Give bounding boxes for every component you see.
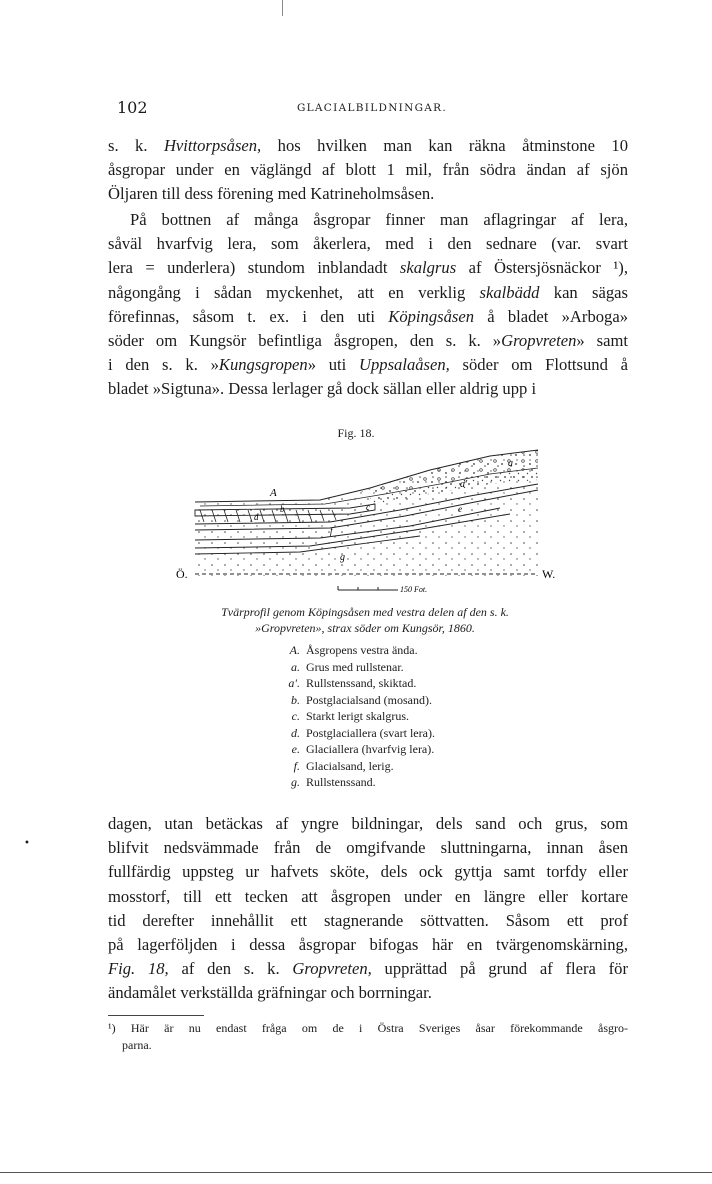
page-number: 102 xyxy=(117,98,148,117)
legend-item xyxy=(278,741,598,758)
legend-item xyxy=(278,675,598,692)
legend-text: Postglacialsand (mosand). xyxy=(306,692,432,707)
legend-key: a'. xyxy=(288,676,300,690)
legend-key: A. xyxy=(289,643,300,657)
emphasis: Gropvreten xyxy=(501,331,577,351)
cross-section-figure xyxy=(170,440,570,602)
label-A: A xyxy=(270,487,277,499)
figure-label: Fig. 18. xyxy=(337,426,375,440)
label-a: a xyxy=(508,458,513,469)
text-line: åsgropar under en väglängd af blott 1 mil, från södra ändan af sjön xyxy=(108,160,628,180)
paragraph-3 xyxy=(108,812,628,1006)
legend-text: Glacialsand, lerig. xyxy=(306,758,394,773)
scale-label: 150 Fot. xyxy=(400,585,428,594)
page-header xyxy=(117,98,627,122)
top-edge-mark xyxy=(282,0,283,16)
legend-item xyxy=(278,642,598,659)
side-label-west: W. xyxy=(542,567,556,581)
text-line: s. k. Hvittorpsåsen, hos hvilken man kan räkna åtminstone 10 xyxy=(108,136,628,155)
label-d: d xyxy=(254,512,259,522)
emphasis: Köpingsåsen xyxy=(388,306,474,326)
figure-caption xyxy=(150,604,580,636)
emphasis: Kungsgropen xyxy=(218,355,308,375)
legend-item xyxy=(278,708,598,725)
margin-mark: • xyxy=(24,838,30,849)
footnote-divider xyxy=(108,1015,204,1016)
text-line: bladet »Sigtuna». Dessa lerlager gå dock sällan eller aldrig upp i xyxy=(108,379,537,399)
text-line: ändamålet verkställda gräfningar och borrningar. xyxy=(108,983,432,1003)
footnote-line-2: parna. xyxy=(122,1038,152,1052)
emphasis: skalbädd xyxy=(479,282,540,302)
text-line: någongång i sådan myckenhet, att en verklig skalbädd kan sägas xyxy=(108,282,628,302)
text-line: mosstorf, till ett tecken att åsgropen under en längre eller kortare xyxy=(108,886,628,906)
emphasis: skalgrus xyxy=(399,258,457,278)
legend-item xyxy=(278,774,598,791)
cross-section-drawing xyxy=(170,440,570,602)
footnote-line-1: ¹) Här är nu endast fråga om de i Östra Sveriges åsar förekommande åsgro- xyxy=(108,1021,628,1035)
label-b: b xyxy=(280,504,285,514)
paragraph-2 xyxy=(108,208,628,402)
emphasis: Gropvreten, xyxy=(292,959,372,979)
legend-key: f. xyxy=(293,758,300,773)
legend-text: Rullstenssand, skiktad. xyxy=(306,676,417,690)
text-line: söder om Kungsör befintliga åsgropen, den s. k. »Gropvreten» samt xyxy=(108,331,628,351)
legend-key: g. xyxy=(291,775,300,789)
legend-key: c. xyxy=(291,709,300,723)
text-line: dagen, utan betäckas af yngre bildningar, dels sand och grus, som xyxy=(108,814,628,833)
legend-item xyxy=(278,758,598,775)
legend-item xyxy=(278,692,598,709)
label-f: f xyxy=(330,526,333,536)
emphasis: Hvittorpsåsen, xyxy=(163,136,262,155)
legend-text: Åsgropens vestra ända. xyxy=(306,643,418,657)
footnote xyxy=(108,1020,628,1054)
text-line: på lagerföljden i dessa åsgropar bifogas här en tvärgenomskärning, xyxy=(108,935,628,955)
text-line: Öljaren till dess förening med Katrineholmsåsen. xyxy=(108,184,435,204)
legend-key: d. xyxy=(291,725,300,740)
legend-item xyxy=(278,659,598,676)
text-line: fullfärdig uppsteg ur hafvets sköte, dels ock gyttja samt torfdy eller xyxy=(108,862,628,882)
side-label-east: Ö. xyxy=(176,567,188,581)
legend-text: Postglaciallera (svart lera). xyxy=(306,725,435,740)
legend-text: Grus med rullstenar. xyxy=(306,659,404,674)
legend-key: b. xyxy=(291,692,300,707)
label-g: g xyxy=(340,552,345,563)
label-a-prime: a' xyxy=(460,479,468,490)
text-line: i den s. k. »Kungsgropen» uti Uppsalaåsen, söder om Flottsund å xyxy=(108,355,628,375)
label-e: e xyxy=(458,504,462,514)
bottom-edge xyxy=(0,1172,712,1173)
legend-text: Rullstenssand. xyxy=(306,775,376,789)
label-c: c xyxy=(366,502,370,512)
emphasis: Uppsalaåsen, xyxy=(359,355,450,375)
text-line: förefinnas, såsom t. ex. i den uti Köpingsåsen å bladet »Arboga» xyxy=(108,306,628,326)
figure-legend xyxy=(278,642,598,791)
text-line: På bottnen af många åsgropar finner man aflagringar af lera, xyxy=(130,210,628,229)
text-line: tid derefter innehållit ett stagnerande söttvatten. Såsom ett prof xyxy=(108,910,628,930)
text-line: såväl hvarfvig lera, som åkerlera, med i den sednare (var. svart xyxy=(108,234,628,254)
text-line: Fig. 18, af den s. k. Gropvreten, upprättad på grund af flera för xyxy=(108,959,628,979)
legend-item xyxy=(278,725,598,742)
caption-line-1: Tvärprofil genom Köpingsåsen med vestra delen af den s. k. xyxy=(221,605,509,619)
caption-line-2: »Gropvreten», strax söder om Kungsör, 1860. xyxy=(255,621,475,635)
legend-text: Starkt lerigt skalgrus. xyxy=(306,709,409,723)
text-line: blifvit nedsvämmade från de omgifvande sluttningarna, innan åsen xyxy=(108,838,628,858)
legend-key: a. xyxy=(291,659,300,674)
legend-text: Glaciallera (hvarfvig lera). xyxy=(306,742,435,756)
running-head: GLACIALBILDNINGAR. xyxy=(296,102,448,114)
paragraph-1 xyxy=(108,134,628,207)
emphasis: Fig. 18, xyxy=(108,959,169,979)
text-line: lera = underlera) stundom inblandadt skalgrus af Östersjösnäckor ¹), xyxy=(108,258,628,278)
legend-key: e. xyxy=(291,742,300,756)
